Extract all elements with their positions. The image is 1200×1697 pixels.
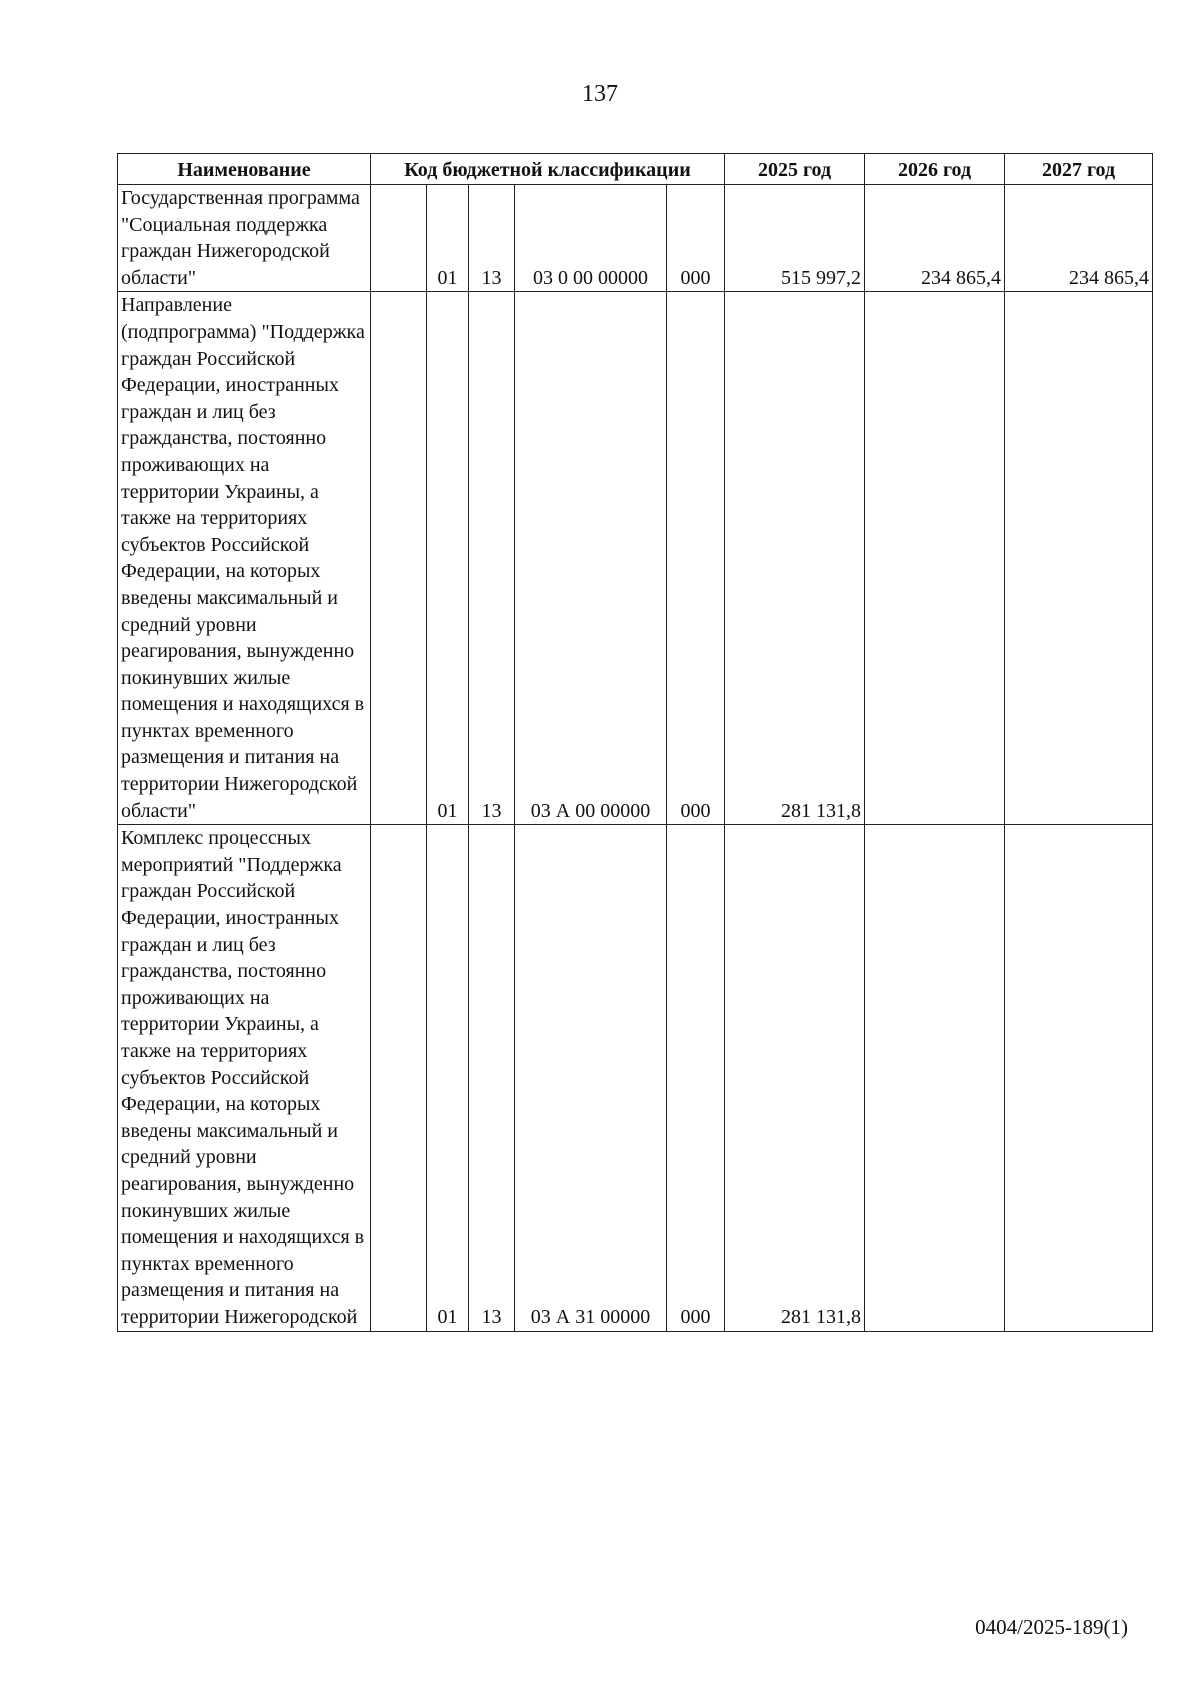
code-part-5: 000: [667, 825, 725, 1331]
document-code: 0404/2025-189(1): [975, 1615, 1128, 1639]
value-2026: 234 865,4: [865, 185, 1005, 292]
code-part-3: 13: [469, 185, 515, 292]
row-name: Государственная программа "Социальная поддержка граждан Нижегородской области": [118, 185, 371, 292]
code-part-3: 13: [469, 292, 515, 825]
code-part-1: [371, 292, 427, 825]
table-row: [118, 185, 1153, 292]
code-part-4: 03 0 00 00000: [515, 185, 667, 292]
code-part-1: [371, 825, 427, 1331]
value-2025: 515 997,2: [725, 185, 865, 292]
code-part-1: [371, 185, 427, 292]
table-header-row: [118, 154, 1153, 185]
code-part-2: 01: [427, 292, 469, 825]
code-part-5: 000: [667, 292, 725, 825]
header-2027: 2027 год: [1005, 154, 1153, 185]
table-row: [118, 825, 1153, 1331]
value-2025: 281 131,8: [725, 825, 865, 1331]
code-part-5: 000: [667, 185, 725, 292]
header-name: Наименование: [118, 154, 371, 185]
page-number: 137: [582, 81, 618, 107]
value-2026: [865, 292, 1005, 825]
value-2027: [1005, 825, 1153, 1331]
code-part-2: 01: [427, 825, 469, 1331]
value-2027: [1005, 292, 1153, 825]
value-2027: 234 865,4: [1005, 185, 1153, 292]
value-2026: [865, 825, 1005, 1331]
code-part-4: 03 А 31 00000: [515, 825, 667, 1331]
header-budget-code: Код бюджетной классификации: [371, 154, 725, 185]
table-row: [118, 292, 1153, 825]
budget-table: [117, 153, 1153, 1332]
code-part-3: 13: [469, 825, 515, 1331]
header-2025: 2025 год: [725, 154, 865, 185]
value-2025: 281 131,8: [725, 292, 865, 825]
code-part-4: 03 А 00 00000: [515, 292, 667, 825]
code-part-2: 01: [427, 185, 469, 292]
row-name: Комплекс процессных мероприятий "Поддержка граждан Российской Федерации, иностранных граждан и лиц без гражданства, постоянно проживающих на территории Украины, а также на территориях субъектов Российской Федерации, на которых введены максимальный и средний уровни реагирования, вынужденно покинувших жилые помещения и находящихся в пунктах временного размещения и питания на территории Нижегородской: [118, 825, 371, 1331]
header-2026: 2026 год: [865, 154, 1005, 185]
row-name: Направление (подпрограмма) "Поддержка граждан Российской Федерации, иностранных граждан и лиц без гражданства, постоянно проживающих на территории Украины, а также на территориях субъектов Российской Федерации, на которых введены максимальный и средний уровни реагирования, вынужденно покинувших жилые помещения и находящихся в пунктах временного размещения и питания на территории Нижегородской области": [118, 292, 371, 825]
